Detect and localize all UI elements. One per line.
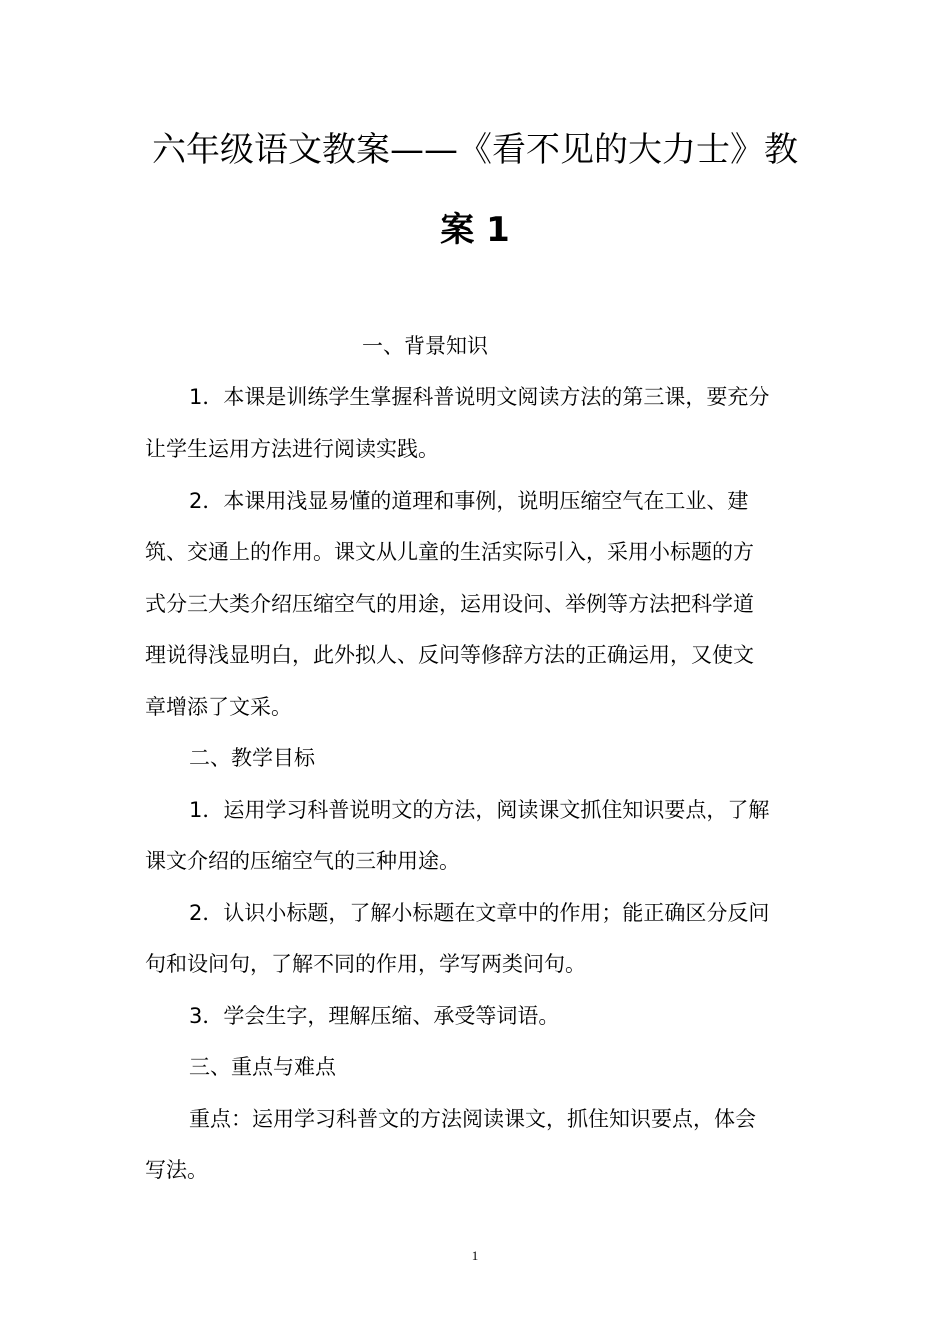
section-heading-background: 一、背景知识 — [362, 334, 488, 358]
paragraph-line: 句和设问句，了解不同的作用，学写两类问句。 — [145, 952, 586, 976]
paragraph-line: 理说得浅显明白，此外拟人、反问等修辞方法的正确运用，又使文 — [145, 643, 754, 667]
document-title-line-1: 六年级语文教案——《看不见的大力士》教 — [152, 130, 798, 170]
paragraph-line: 让学生运用方法进行阅读实践。 — [145, 437, 439, 461]
paragraph-line: 式分三大类介绍压缩空气的用途，运用设问、举例等方法把科学道 — [145, 592, 754, 616]
paragraph-line: 重点：运用学习科普文的方法阅读课文，抓住知识要点，体会 — [189, 1107, 756, 1131]
section-heading-key-points: 三、重点与难点 — [189, 1055, 336, 1079]
paragraph-line: 筑、交通上的作用。课文从儿童的生活实际引入，采用小标题的方 — [145, 540, 754, 564]
paragraph-line: 2．本课用浅显易懂的道理和事例，说明压缩空气在工业、建 — [189, 489, 749, 513]
paragraph-line: 章增添了文采。 — [145, 695, 292, 719]
page-number: 1 — [471, 1248, 479, 1263]
paragraph-line: 写法。 — [145, 1158, 208, 1182]
paragraph-line: 2．认识小标题，了解小标题在文章中的作用；能正确区分反问 — [189, 901, 770, 925]
paragraph-line: 1．本课是训练学生掌握科普说明文阅读方法的第三课，要充分 — [189, 385, 770, 409]
section-heading-goals: 二、教学目标 — [189, 746, 315, 770]
paragraph-line: 课文介绍的压缩空气的三种用途。 — [145, 849, 460, 873]
document-title-line-2: 案 1 — [440, 210, 510, 250]
paragraph-line: 3．学会生字，理解压缩、承受等词语。 — [189, 1004, 560, 1028]
paragraph-line: 1．运用学习科普说明文的方法，阅读课文抓住知识要点，了解 — [189, 798, 770, 822]
